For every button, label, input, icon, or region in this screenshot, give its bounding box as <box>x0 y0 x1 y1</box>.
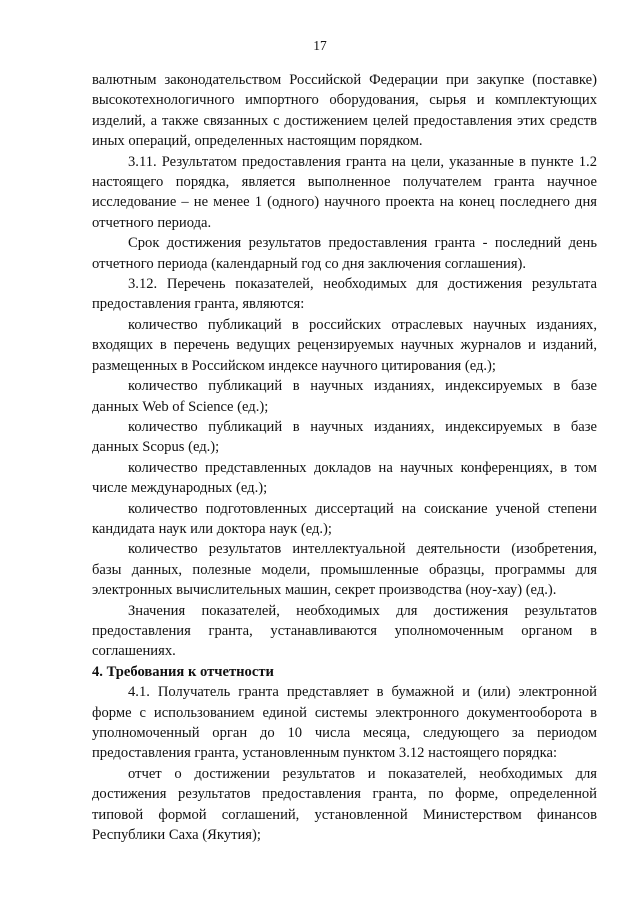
list-item: количество представленных докладов на научных конференциях, в том числе международных (ед.); <box>92 459 597 497</box>
document-body <box>92 70 597 845</box>
paragraph: валютным законодательством Российской Федерации при закупке (поставке) высокотехнологичного импортного оборудования, сырья и комплектующих изделий, а также связанных с достижением целей предоставления этих средств иных операций, определенных настоящим порядком. <box>92 72 597 150</box>
page-number: 17 <box>313 38 327 53</box>
list-item: количество публикаций в научных изданиях, индексируемых в базе данных Scopus (ед.); <box>92 418 597 456</box>
paragraph-3-12: 3.12. Перечень показателей, необходимых для достижения результата предоставления гранта, являются: <box>92 276 597 313</box>
paragraph-3-11: 3.11. Результатом предоставления гранта на цели, указанные в пункте 1.2 настоящего порядка, является выполненное получателем гранта научное исследование – не менее 1 (одного) научного проекта на конец последнего дня отчетного периода. <box>92 153 597 231</box>
section-heading: 4. Требования к отчетности <box>92 663 274 680</box>
list-item: количество результатов интеллектуальной деятельности (изобретения, базы данных, полезные модели, промышленные образцы, программы для электронных вычислительных машин, секрет производства (ноу-хау) (ед.). <box>92 541 597 599</box>
list-item: количество публикаций в научных изданиях, индексируемых в базе данных Web of Science (ед.); <box>92 378 597 415</box>
paragraph: Значения показателей, необходимых для достижения результатов предоставления гранта, устанавливаются уполномоченным органом в соглашениях. <box>92 602 597 660</box>
paragraph: отчет о достижении результатов и показателей, необходимых для достижения результатов предоставления гранта, по форме, определенной типовой формой соглашений, установленной Министерством финансов Республики Саха (Якутия); <box>92 765 597 844</box>
paragraph-4-1: 4.1. Получатель гранта представляет в бумажной и (или) электронной форме с использованием единой системы электронного документооборота в уполномоченный орган до 10 числа месяца, следующего за периодом предоставления гранта, установленным пунктом 3.12 настоящего порядка: <box>92 684 597 762</box>
list-item: количество публикаций в российских отраслевых научных изданиях, входящих в перечень ведущих рецензируемых научных журналов и изданий, размещенных в Российском индексе научного цитирования (ед.); <box>92 316 597 374</box>
list-item: количество подготовленных диссертаций на соискание ученой степени кандидата наук или доктора наук (ед.); <box>92 500 597 537</box>
paragraph: Срок достижения результатов предоставления гранта - последний день отчетного периода (календарный год со дня заключения соглашения). <box>92 235 597 272</box>
